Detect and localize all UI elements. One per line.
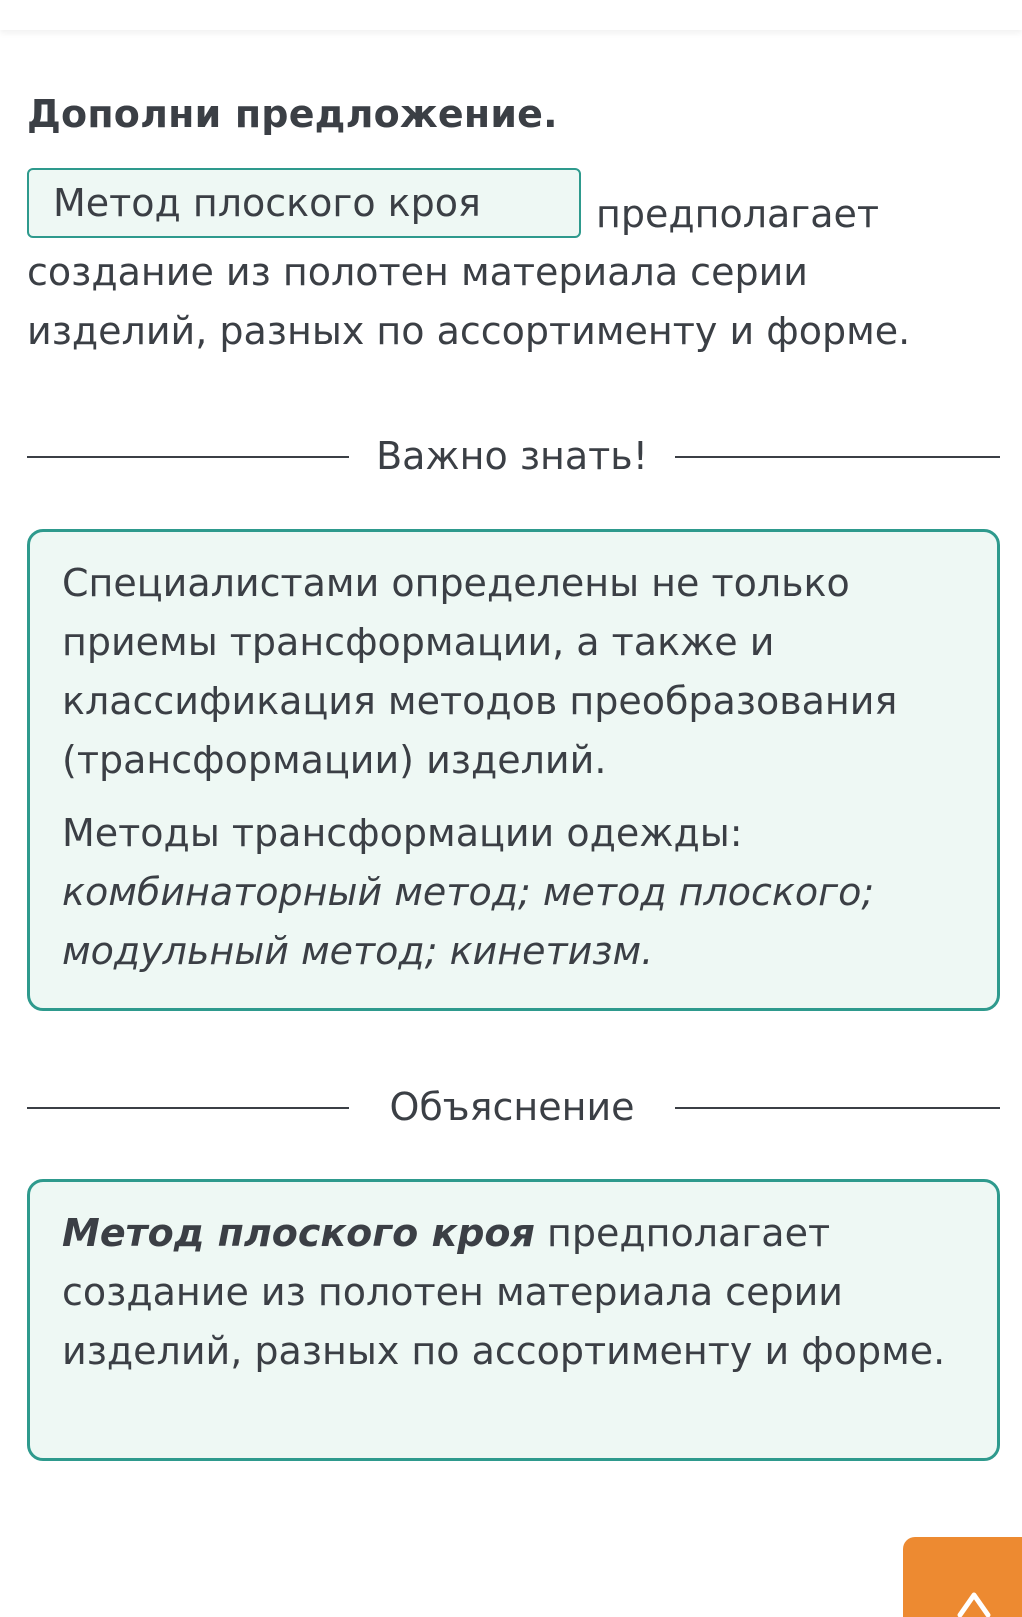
explanation-paragraph xyxy=(62,1204,963,1381)
top-bar xyxy=(0,0,1022,30)
explanation-heading: Объяснение xyxy=(389,1085,635,1129)
sentence-line: изделий, разных по ассортименту и форме. xyxy=(27,309,911,353)
answer-field[interactable]: Метод плоского кроя xyxy=(27,168,581,238)
chevron-up-icon xyxy=(956,1581,992,1617)
explanation-divider xyxy=(27,1087,1000,1127)
methods-lead: Методы трансформации одежды: xyxy=(62,811,743,855)
important-card xyxy=(27,529,1000,1011)
divider-rule xyxy=(27,1107,349,1109)
divider-rule xyxy=(675,456,1000,458)
explanation-card xyxy=(27,1179,1000,1461)
scroll-up-button[interactable] xyxy=(903,1537,1022,1617)
divider-rule xyxy=(675,1107,1000,1109)
divider-rule xyxy=(27,456,349,458)
important-divider xyxy=(27,436,1000,476)
methods-list: комбинаторный метод; метод плоского; модульный метод; кинетизм. xyxy=(62,870,875,973)
explanation-emphasis: Метод плоского кроя xyxy=(62,1211,535,1255)
sentence-line: предполагает xyxy=(596,192,880,236)
methods-paragraph xyxy=(62,804,963,981)
task-title: Дополни предложение. xyxy=(27,92,558,136)
important-heading: Важно знать! xyxy=(376,434,648,478)
explanation-rest: предполагает создание из полотен материала серии изделий, разных по ассортименту и форме. xyxy=(62,1211,946,1373)
sentence-line: создание из полотен материала серии xyxy=(27,250,808,294)
important-paragraph: Специалистами определены не только приемы трансформации, а также и классификация методов преобразования (трансформации) изделий. xyxy=(62,561,898,782)
